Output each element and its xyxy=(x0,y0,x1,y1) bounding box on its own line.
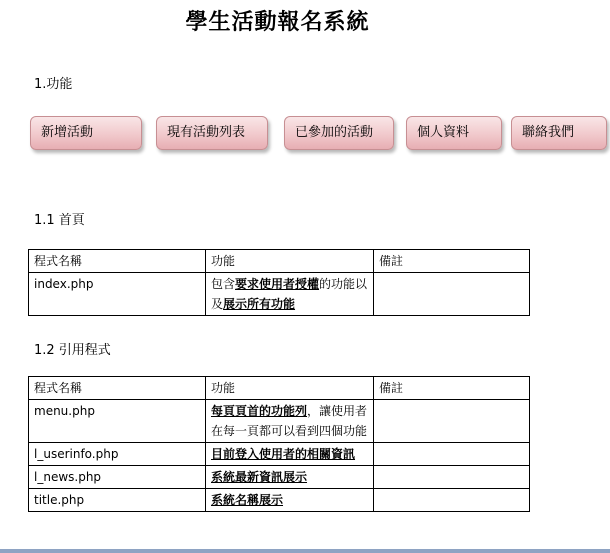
add-activity-button[interactable]: 新增活動 xyxy=(30,116,142,150)
program-name-cell: l_news.php xyxy=(29,466,206,489)
function-cell xyxy=(206,273,374,316)
header-program-name: 程式名稱 xyxy=(29,250,206,273)
table-row xyxy=(29,466,530,489)
header-function: 功能 xyxy=(206,250,374,273)
table-row xyxy=(29,443,530,466)
activity-list-button[interactable]: 現有活動列表 xyxy=(156,116,268,150)
contact-us-button[interactable]: 聯絡我們 xyxy=(511,116,607,150)
note-cell xyxy=(374,400,530,443)
personal-info-button[interactable]: 個人資料 xyxy=(406,116,502,150)
home-table xyxy=(28,249,530,316)
section-heading-include: 1.2 引用程式 xyxy=(34,343,111,358)
table-header-row xyxy=(29,250,530,273)
function-cell xyxy=(206,400,374,443)
joined-activities-button[interactable]: 已參加的活動 xyxy=(284,116,394,150)
function-cell xyxy=(206,466,374,489)
program-name-cell: index.php xyxy=(29,273,206,316)
note-cell xyxy=(374,489,530,512)
function-cell xyxy=(206,443,374,466)
program-name-cell: menu.php xyxy=(29,400,206,443)
program-name-cell: title.php xyxy=(29,489,206,512)
function-highlight: 系統名稱展示 xyxy=(211,493,284,507)
section-heading-functions: 1.功能 xyxy=(34,77,73,92)
function-text: 包含 xyxy=(211,277,236,291)
note-cell xyxy=(374,466,530,489)
section-heading-home: 1.1 首頁 xyxy=(34,213,85,228)
table-row xyxy=(29,400,530,443)
function-highlight: 目前登入使用者的相關資訊 xyxy=(211,447,356,461)
table-row xyxy=(29,273,530,316)
page-title: 學生活動報名系統 xyxy=(185,10,370,35)
function-cell xyxy=(206,489,374,512)
table-row xyxy=(29,489,530,512)
function-highlight: 展示所有功能 xyxy=(223,297,296,311)
function-highlight: 系統最新資訊展示 xyxy=(211,470,308,484)
header-program-name: 程式名稱 xyxy=(29,377,206,400)
bottom-border-bar xyxy=(0,549,610,553)
function-highlight: 要求使用者授權 xyxy=(235,277,320,291)
function-text: ，讓使用者在每一頁都可以看到四個功能 xyxy=(211,404,368,438)
note-cell xyxy=(374,273,530,316)
function-text: 的功能以及 xyxy=(211,277,368,311)
table-header-row xyxy=(29,377,530,400)
header-note: 備註 xyxy=(374,377,530,400)
header-function: 功能 xyxy=(206,377,374,400)
include-table xyxy=(28,376,530,512)
note-cell xyxy=(374,443,530,466)
program-name-cell: l_userinfo.php xyxy=(29,443,206,466)
function-highlight: 每頁頁首的功能列 xyxy=(211,404,308,418)
header-note: 備註 xyxy=(374,250,530,273)
